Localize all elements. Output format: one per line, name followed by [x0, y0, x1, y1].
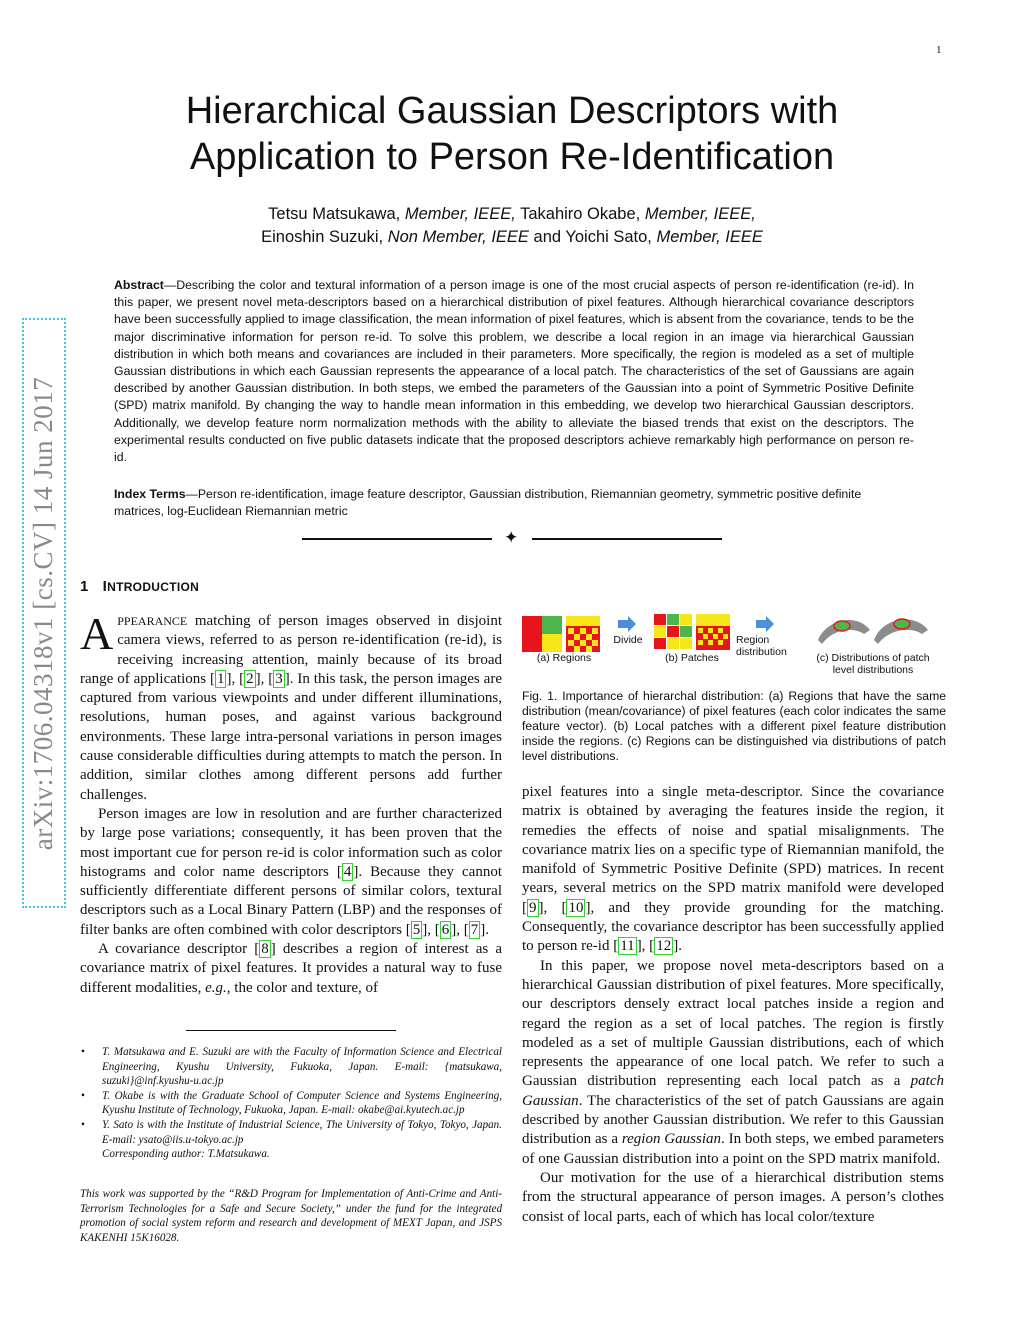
citation-link[interactable]: 8 — [261, 941, 269, 958]
author-3-role: Non Member, IEEE — [387, 228, 529, 246]
opening-smallcaps: PPEARANCE — [117, 614, 188, 628]
citation-link[interactable]: 3 — [275, 670, 283, 687]
label-region-distribution — [736, 634, 796, 658]
text-run: matching of person images observed in disjoint camera views, referred to as person re-identification (re-id), is receiving increasing attention, mainly because of its broad range of applications — [80, 613, 502, 687]
footnote-text: Y. Sato is with the Institute of Industrial Science, The University of Tokyo, Tokyo, Japan. E-mail: ysato@iis.u-tokyo.ac.jp — [102, 1118, 502, 1146]
label-divide: Divide — [613, 634, 643, 646]
text-run: In this paper, we propose novel meta-descriptors based on a hierarchical Gaussian distribution of pixel features. More specifically, our descriptors densely extract local patches inside a region and regard the region as a set of local patches. The region is firstly modeled as a set of multiple Gaussian distributions, each of which represents the appearance of one local patch. We refer to such a Gaussian distribution representing each local patch as a — [522, 957, 944, 1090]
text-run: pixel features into a single meta-descriptor. Since the covariance matrix is obtained by averaging the features inside the region, it remedies the effects of noise and spatial misalignments. The covariance matrix lies on a specific type of Riemannian manifold, the manifold of Symmetric Positive Definite (SPD) matrices. In recent years, several metrics on the SPD matrix manifold were developed — [522, 784, 944, 897]
separator-line-right — [532, 538, 722, 540]
index-terms-text: —Person re-identification, image feature descriptor, Gaussian distribution, Riemannian geometry, symmetric positive definite matrices, log-Euclidean Riemannian metric — [114, 487, 862, 519]
citation-link[interactable]: 4 — [343, 863, 352, 880]
paragraph: APPEARANCE matching of person images observed in disjoint camera views, referred to as person re-identification (re-id), is receiving increasing attention, mainly because of its broad range of applications [ 1 ], [ 2 ], [ 3 ]. In this task, the person images are captured from various viewpoints and under different illuminations, resolutions, human poses, and against various background environments. These large intra-personal variations in person images cause considerable difficulties during attempts to match the person. In addition, similar clothes among different persons add further challenges. — [80, 608, 502, 803]
text-run: . Because they cannot sufficiently differentiate different persons of similar colors, textural descriptors such as a Local Binary Pattern (LBP) and the responses of filter banks are often combined with color descriptors — [80, 863, 503, 938]
emphasis: region Gaussian — [621, 1131, 721, 1148]
arrow-icon — [756, 616, 774, 632]
citation-link[interactable]: 1 — [216, 670, 225, 687]
paper-title — [120, 88, 904, 180]
figure-1 — [522, 612, 946, 674]
funding-note: This work was supported by the “R&D Program for Implementation of Anti-Crime and Anti-Terrorism Technologies for a Safe and Secure Society,” under the fund for the integrated promotion of social system reform and research and development of MEXT Japan, and JSPS KAKENHI 15K16028. — [80, 1188, 502, 1244]
patch-grid-1 — [654, 614, 692, 649]
abstract — [114, 277, 914, 466]
arrow-icon — [618, 616, 636, 632]
author-3: Einoshin Suzuki, — [261, 228, 384, 246]
citation-link[interactable]: 2 — [246, 670, 254, 687]
label-regions: (a) Regions — [536, 652, 592, 664]
title-line-2: Application to Person Re-Identification — [189, 136, 835, 178]
footnote-rule — [186, 1030, 396, 1031]
abstract-label: Abstract — [114, 278, 164, 292]
section-separator — [302, 528, 722, 548]
label-c-line2: level distributions — [832, 664, 914, 676]
author-4-role: Member, IEEE — [656, 228, 763, 246]
index-terms — [114, 486, 914, 520]
arxiv-identifier: arXiv:1706.04318v1 [cs.CV] 14 Jun 2017 — [28, 376, 59, 850]
author-2-role: Member, IEEE, — [644, 205, 756, 223]
citation-link[interactable]: 11 — [620, 938, 635, 955]
patch-grid-2 — [696, 614, 730, 650]
paragraph: A covariance descriptor [ 8 ] describes a region of interest as a covariance matrix of pixel features. It provides a natural way to fuse different modalities, e.g., the color and texture, of — [80, 941, 502, 996]
distribution-surface-2 — [874, 619, 928, 644]
paragraph — [522, 957, 944, 1169]
drop-cap: A — [80, 608, 114, 659]
label-distributions — [800, 652, 946, 676]
separator-ornament: ✦ — [504, 528, 519, 547]
author-1: Tetsu Matsukawa, — [268, 205, 401, 223]
footnote-item: • T. Okabe is with the Graduate School of Computer Science and Systems Engineering, Kyushu Institute of Technology, Fukuoka, Japan. E-mail: okabe@ai.kyutech.ac.jp — [80, 1089, 502, 1118]
section-number: 1 — [80, 578, 89, 595]
label-c-line1: (c) Distributions of patch — [816, 652, 930, 664]
label-region: Region — [736, 634, 770, 646]
paragraph: pixel features into a single meta-descriptor. Since the covariance matrix is obtained by averaging the features inside the region, it remedies the effects of noise and spatial misalignments. The covariance matrix lies on a specific type of Riemannian manifold, the manifold of Symmetric Positive Definite (SPD) matrices. In recent years, several metrics on the SPD matrix manifold were developed [ 9 ], [ 10 ], and they provide grounding for the matching. Consequently, the covariance descriptor has been successfully applied to person re-id [ 11 ], [ 12 ]. — [522, 784, 944, 955]
section-title-initial: I — [102, 578, 108, 595]
distribution-surface-1 — [818, 620, 870, 644]
right-column-body — [522, 783, 944, 1227]
label-distribution: distribution — [736, 646, 787, 658]
author-4: Yoichi Sato, — [565, 228, 652, 246]
text-run: . — [678, 938, 682, 955]
text-run: A covariance descriptor — [98, 941, 255, 958]
text-run: describes a region of interest as a covariance matrix of pixel features. It provides a natural way to fuse different modalities, — [80, 941, 502, 996]
author-list — [150, 203, 874, 249]
corresponding-author: Corresponding author: T.Matsukawa. — [102, 1148, 270, 1161]
section-heading — [80, 578, 199, 595]
separator-line-left — [302, 538, 492, 540]
author-conjunction: and — [533, 228, 562, 246]
text-run: . — [485, 921, 489, 938]
index-terms-label: Index Terms — [114, 487, 186, 501]
text-run: the color and texture, of — [230, 979, 378, 996]
paragraph — [522, 1169, 944, 1227]
author-1-role: Member, IEEE, — [404, 205, 516, 223]
text-run: . The characteristics of the set of patch Gaussians are again described by another Gaussian distribution. We refer to this Gaussian distribution as a — [522, 1092, 944, 1148]
text-run: Person images are low in resolution and are further characterized by large pose variations; consequently, it has been proven that the most important cue for person re-id is color information such as color histograms and color name descriptors — [80, 805, 502, 880]
text-run: . In both steps, we embed parameters of one Gaussian distribution into a point on the SPD matrix manifold. — [522, 1131, 945, 1167]
figure-caption: Fig. 1. Importance of hierarchal distribution: (a) Regions that have the same distribution (mean/covariance) of pixel features (each color indicates the same feature vector). (b) Local patches with a different pixel feature distribution inside the regions. (c) Regions can be distinguished via distributions of patch level distributions. — [522, 689, 946, 763]
region-block-1 — [522, 616, 562, 652]
text-run: Our motivation for the use of a hierarchical distribution stems from the structural appearance of person images. A person’s clothes consist of local parts, each of which has local color/texture — [522, 1169, 944, 1225]
citation-link[interactable]: 6 — [441, 921, 450, 938]
text-run: . In this task, the person images are captured from various viewpoints and under different illuminations, resolutions, human poses, and against various background environments. These large intra-personal variations in person images cause considerable difficulties during attempts to match the person. In addition, similar clothes among different persons add further challenges. — [80, 670, 502, 803]
footnotes — [80, 1045, 502, 1162]
region-block-2 — [566, 616, 600, 652]
page-number: 1 — [936, 44, 942, 56]
citation-link[interactable]: 9 — [529, 899, 537, 916]
text-run: , and they provide grounding for the matching. Consequently, the covariance descriptor has been successfully applied to person re-id — [522, 899, 944, 955]
citation-link[interactable]: 12 — [656, 938, 672, 955]
emphasis: e.g., — [205, 979, 231, 996]
footnote-item: • T. Matsukawa and E. Suzuki are with the Faculty of Information Science and Electrical Engineering, Kyushu University, Fukuoka, Japan. E-mail: {matsukawa, suzuki}@inf.kyushu-u.ac.jp — [80, 1045, 502, 1089]
section-title-rest: NTRODUCTION — [107, 580, 200, 594]
citation-link[interactable]: 10 — [568, 899, 584, 916]
citation-link[interactable]: 5 — [412, 921, 421, 938]
author-2: Takahiro Okabe, — [520, 205, 641, 223]
left-column-body — [80, 608, 503, 998]
citation-link[interactable]: 7 — [470, 921, 479, 938]
label-patches: (b) Patches — [665, 652, 719, 664]
title-line-1: Hierarchical Gaussian Descriptors with — [185, 90, 839, 132]
abstract-text: —Describing the color and textural information of a person image is one of the most crucial aspects of person re-identification (re-id). In this paper, we present novel meta-descriptors based on a hierarchical distribution of pixel features. Although hierarchical covariance descriptors have been successfully applied to image classification, the mean information of pixel features, which is absent from the covariance, tends to be the major discriminative information for person re-id. To solve this problem, we describe a local region in an image via hierarchical Gaussian distribution in which both means and covariances are included in their parameters. More specifically, the region is modeled as a set of multiple Gaussian distributions in which each Gaussian represents the appearance of a local patch. The characteristics of the set of Gaussians are again described by another Gaussian distribution. In both steps, we embed the parameters of the Gaussian into a point of Symmetric Positive Definite (SPD) matrix manifold. By changing the way to handle mean information in this embedding, we develop two hierarchical Gaussian descriptors. Additionally, we develop feature norm normalization methods with the ability to alleviate the biased trends that exist on the descriptors. The experimental results conducted on five public datasets indicate that the proposed descriptors achieve remarkably high performance on person re-id. — [114, 278, 914, 465]
arxiv-stamp — [22, 318, 66, 908]
footnote-item — [80, 1118, 502, 1162]
emphasis: patch Gaussian — [522, 1073, 944, 1109]
paragraph: Person images are low in resolution and are further characterized by large pose variations; consequently, it has been proven that the most important cue for person re-id is color information such as color histograms and color name descriptors [ 4 ]. Because they cannot sufficiently differentiate different persons of similar colors, textural descriptors such as a Local Binary Pattern (LBP) and the responses of filter banks are often combined with color descriptors [ 5 ], [ 6 ], [ 7 ]. — [80, 805, 503, 938]
